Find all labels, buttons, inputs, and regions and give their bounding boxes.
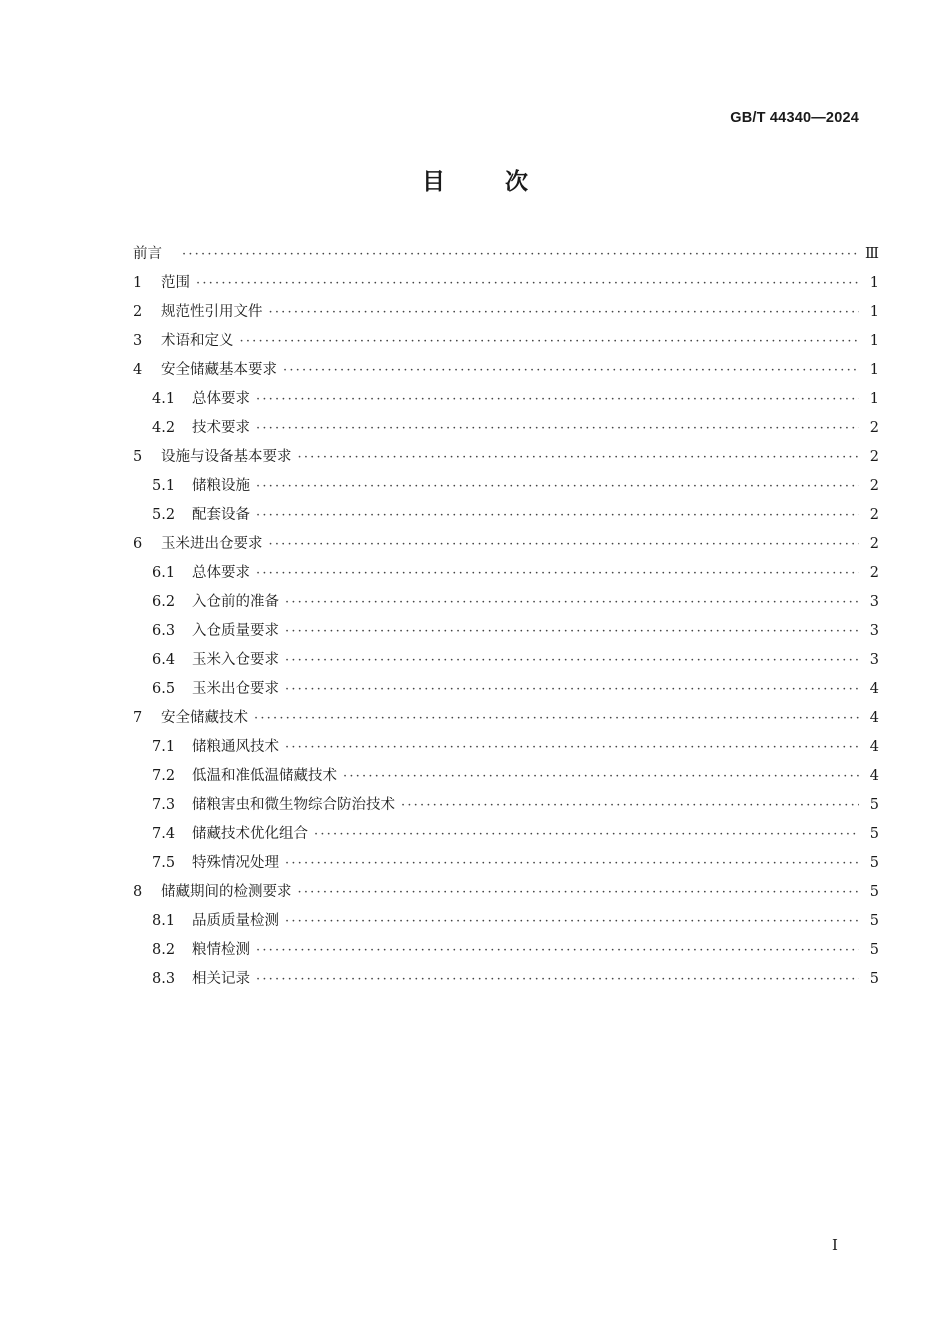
dot-leader	[240, 327, 860, 356]
toc-entry-number: 5.1	[152, 478, 176, 494]
toc-entry-title: 粮情检测	[192, 942, 250, 958]
toc-entry[interactable]	[133, 762, 879, 791]
toc-entry-page: 1	[869, 275, 879, 291]
toc-entry-page: 4	[869, 681, 879, 697]
dot-leader	[285, 849, 859, 878]
toc-entry-title: 储粮通风技术	[192, 739, 279, 755]
toc-entry-title: 术语和定义	[161, 333, 234, 349]
toc-entry-number: 4.1	[152, 391, 176, 407]
toc-entry[interactable]	[133, 820, 879, 849]
toc-entry-title: 储粮设施	[192, 478, 250, 494]
toc-entry-title: 储粮害虫和微生物综合防治技术	[192, 797, 395, 813]
dot-leader	[269, 298, 860, 327]
toc-entry[interactable]	[133, 501, 879, 530]
toc-entry-number: 6.5	[152, 681, 176, 697]
toc-entry-page: 5	[869, 855, 879, 871]
toc-entry-page: 2	[869, 478, 879, 494]
toc-entry-number: 7.5	[152, 855, 176, 871]
toc-entry-title: 技术要求	[192, 420, 250, 436]
toc-entry-page: 2	[869, 565, 879, 581]
toc-entry-page: 5	[869, 971, 879, 987]
toc-entry-number: 4.2	[152, 420, 176, 436]
toc-entry-number: 8.2	[152, 942, 176, 958]
toc-entry-page: 1	[869, 333, 879, 349]
dot-leader	[256, 936, 859, 965]
toc-entry[interactable]	[133, 414, 879, 443]
dot-leader	[401, 791, 859, 820]
dot-leader	[285, 675, 859, 704]
toc-entry-page: 1	[869, 362, 879, 378]
toc-entry-title: 玉米入仓要求	[192, 652, 279, 668]
toc-entry-title: 特殊情况处理	[192, 855, 279, 871]
toc-entry-number: 3	[133, 333, 143, 349]
toc-entry-page: 4	[869, 739, 879, 755]
toc-entry-title: 玉米进出仓要求	[161, 536, 263, 552]
toc-entry-page: 3	[869, 652, 879, 668]
toc-entry-page: 4	[869, 710, 879, 726]
toc-entry-title: 范围	[161, 275, 190, 291]
toc-entry[interactable]	[133, 472, 879, 501]
toc-entry[interactable]	[133, 356, 879, 385]
dot-leader	[256, 559, 859, 588]
toc-entry-page: Ⅲ	[865, 246, 879, 262]
title-char-right: 次	[505, 169, 528, 195]
toc-entry-title: 前言	[133, 246, 162, 262]
dot-leader	[256, 414, 859, 443]
toc-entry-number: 8	[133, 884, 143, 900]
toc-entry-title: 配套设备	[192, 507, 250, 523]
toc-entry-number: 7.2	[152, 768, 176, 784]
dot-leader	[254, 704, 859, 733]
dot-leader	[269, 530, 860, 559]
toc-entry[interactable]	[133, 530, 879, 559]
toc-entry-title: 入仓质量要求	[192, 623, 279, 639]
toc-entry-number: 6	[133, 536, 143, 552]
toc-entry-title: 总体要求	[192, 565, 250, 581]
toc-entry-number: 6.1	[152, 565, 176, 581]
dot-leader	[314, 820, 859, 849]
toc-entry[interactable]	[133, 849, 879, 878]
toc-entry-page: 1	[869, 304, 879, 320]
toc-entry-title: 安全储藏技术	[161, 710, 248, 726]
toc-entry[interactable]	[133, 298, 879, 327]
toc-entry-page: 3	[869, 594, 879, 610]
dot-leader	[256, 472, 859, 501]
toc-entry-number: 8.3	[152, 971, 176, 987]
toc-entry-number: 1	[133, 275, 143, 291]
toc-entry-number: 7.1	[152, 739, 176, 755]
toc-entry[interactable]	[133, 936, 879, 965]
toc-entry-number: 6.4	[152, 652, 176, 668]
toc-entry-title: 储藏期间的检测要求	[161, 884, 292, 900]
toc-entry-page: 5	[869, 913, 879, 929]
toc-entry-title: 总体要求	[192, 391, 250, 407]
toc-entry-title: 安全储藏基本要求	[161, 362, 277, 378]
toc-entry-page: 1	[869, 391, 879, 407]
toc-entry-title: 入仓前的准备	[192, 594, 279, 610]
dot-leader	[285, 907, 859, 936]
toc-entry-page: 5	[869, 884, 879, 900]
toc-entry[interactable]	[133, 733, 879, 762]
toc-entry-title: 品质质量检测	[192, 913, 279, 929]
dot-leader	[285, 617, 859, 646]
toc-entry[interactable]	[133, 907, 879, 936]
dot-leader	[298, 443, 860, 472]
dot-leader	[256, 501, 859, 530]
dot-leader	[285, 733, 859, 762]
toc-entry[interactable]	[133, 385, 879, 414]
toc-entry-page: 5	[869, 826, 879, 842]
toc-entry-title: 玉米出仓要求	[192, 681, 279, 697]
toc-entry-number: 7.3	[152, 797, 176, 813]
standard-code: GB/T 44340—2024	[730, 110, 859, 126]
toc-entry[interactable]	[133, 588, 879, 617]
toc-entry-page: 4	[869, 768, 879, 784]
toc-entry-title: 设施与设备基本要求	[161, 449, 292, 465]
toc-entry-title: 相关记录	[192, 971, 250, 987]
toc-entry-page: 2	[869, 507, 879, 523]
dot-leader	[343, 762, 859, 791]
toc-entry-number: 5.2	[152, 507, 176, 523]
title-char-left: 目	[421, 169, 445, 195]
toc-entry-number: 6.3	[152, 623, 176, 639]
toc-entry[interactable]	[133, 617, 879, 646]
page-title	[0, 163, 950, 196]
toc-entry-number: 2	[133, 304, 143, 320]
toc-entry[interactable]	[133, 240, 879, 269]
toc-entry-title: 储藏技术优化组合	[192, 826, 308, 842]
dot-leader	[298, 878, 860, 907]
page-number: I	[832, 1236, 838, 1254]
dot-leader	[256, 965, 859, 994]
toc-entry[interactable]	[133, 559, 879, 588]
toc-entry-page: 3	[869, 623, 879, 639]
dot-leader	[285, 588, 859, 617]
toc-entry[interactable]	[133, 965, 879, 994]
toc-entry-number: 4	[133, 362, 143, 378]
dot-leader	[283, 356, 859, 385]
toc-entry[interactable]	[133, 327, 879, 356]
toc-entry-number: 7	[133, 710, 143, 726]
toc-entry[interactable]	[133, 675, 879, 704]
toc-entry[interactable]	[133, 791, 879, 820]
dot-leader	[256, 385, 859, 414]
toc-entry-number: 6.2	[152, 594, 176, 610]
toc-entry[interactable]	[133, 704, 879, 733]
toc-entry-page: 2	[869, 536, 879, 552]
toc-entry-number: 5	[133, 449, 143, 465]
toc-entry-title: 低温和准低温储藏技术	[192, 768, 337, 784]
toc-entry-page: 2	[869, 420, 879, 436]
dot-leader	[285, 646, 859, 675]
toc-entry[interactable]	[133, 646, 879, 675]
toc-entry-page: 5	[869, 942, 879, 958]
table-of-contents	[133, 240, 879, 994]
toc-entry[interactable]	[133, 269, 879, 298]
toc-entry[interactable]	[133, 443, 879, 472]
toc-entry-number: 7.4	[152, 826, 176, 842]
toc-entry-page: 5	[869, 797, 879, 813]
toc-entry-number: 8.1	[152, 913, 176, 929]
toc-entry[interactable]	[133, 878, 879, 907]
toc-entry-title: 规范性引用文件	[161, 304, 263, 320]
dot-leader	[182, 240, 859, 269]
dot-leader	[196, 269, 859, 298]
toc-entry-page: 2	[869, 449, 879, 465]
